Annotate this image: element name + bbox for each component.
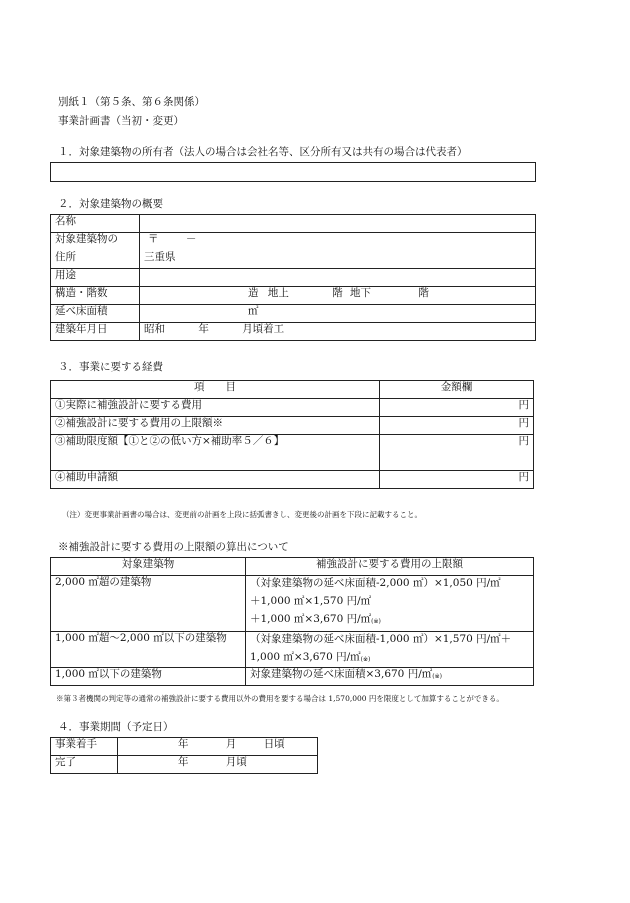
start-year: 年: [178, 738, 189, 750]
expense-label-4: ④補助申請額: [51, 471, 380, 489]
formula-2-line2: 1,000 ㎡×3,670 円/㎡: [250, 651, 361, 663]
start-day: 日頃: [263, 738, 285, 750]
address-label: [51, 233, 140, 269]
address-field[interactable]: [140, 233, 536, 269]
structure-floor2: 階: [418, 287, 429, 299]
structure-above: 地上: [267, 287, 289, 299]
section1-heading: １．対象建築物の所有者（法人の場合は会社名等、区分所有又は共有の場合は代表者）: [58, 146, 468, 158]
limit-footnote: ※第３者機関の判定等の通常の補強設計に要する費用以外の費用を要する場合は 1,570,000 円を限度として加算することができる。: [56, 694, 504, 703]
limit-heading: ※補強設計に要する費用の上限額の算出について: [58, 541, 289, 553]
limit-building-1: 2,000 ㎡超の建築物: [51, 576, 246, 632]
limit-row-2: [51, 632, 534, 668]
expense-label-2: ②補強設計に要する費用の上限額※: [51, 417, 380, 435]
month-unit: 月頃着工: [242, 323, 285, 335]
formula-1-mark: (※): [371, 618, 381, 625]
end-year: 年: [178, 756, 189, 768]
formula-1-line2: ＋1,000 ㎡×1,570 円/㎡: [250, 595, 372, 607]
limit-row-1: [51, 576, 534, 632]
row-floor-area: [51, 305, 536, 323]
floor-area-label: 延べ床面積: [51, 305, 140, 323]
end-label: 完了: [51, 756, 118, 774]
expense-row-4: [51, 471, 534, 489]
limit-building-3: 1,000 ㎡以下の建築物: [51, 668, 246, 686]
limit-row-3: [51, 668, 534, 686]
prefecture: 三重県: [144, 251, 176, 263]
expense-amount-4[interactable]: 円: [380, 471, 534, 489]
built-label: 建築年月日: [51, 323, 140, 341]
floor-area-unit: ㎡: [248, 305, 259, 317]
building-overview-table: [50, 214, 536, 341]
col-building-header: 対象建築物: [51, 558, 246, 576]
expense-amount-2[interactable]: 円: [380, 417, 534, 435]
start-label: 事業着手: [51, 738, 118, 756]
expense-amount-1[interactable]: 円: [380, 399, 534, 417]
limit-formula-3: [246, 668, 534, 686]
expense-label-3: ③補助限度額【①と②の低い方×補助率５／６】: [51, 435, 380, 471]
expense-label-1: ①実際に補強設計に要する費用: [51, 399, 380, 417]
section4-heading: ４．事業期間（予定日）: [58, 721, 174, 733]
form-reference: 別紙１（第５条、第６条関係）: [58, 96, 205, 108]
row-address: [51, 233, 536, 269]
period-end-row: [51, 756, 318, 774]
limit-formula-1: [246, 576, 534, 632]
owner-value: [51, 169, 55, 181]
expense-note: （注）変更事業計画書の場合は、変更前の計画を上段に括弧書きし、変更後の計画を下段に記載すること。: [62, 510, 422, 519]
limit-header-row: [51, 558, 534, 576]
structure-below: 地下: [350, 287, 372, 299]
section3-heading: ３．事業に要する経費: [58, 361, 163, 373]
era: 昭和: [144, 323, 165, 335]
start-date-field[interactable]: [118, 738, 318, 756]
expense-row-3: [51, 435, 534, 471]
floor-area-field[interactable]: [140, 305, 536, 323]
address-label-line1: 対象建築物の: [55, 233, 118, 245]
period-table: [50, 737, 318, 774]
postal-mark: 〒: [148, 233, 159, 245]
structure-zo: 造: [248, 287, 259, 299]
expense-table: [50, 380, 534, 489]
expense-row-2: [51, 417, 534, 435]
end-date-field[interactable]: [118, 756, 318, 774]
name-field[interactable]: [140, 215, 536, 233]
formula-3-line1: 対象建築物の延べ床面積×3,670 円/㎡: [250, 668, 433, 680]
expense-header-row: [51, 381, 534, 399]
formula-3-mark: (※): [432, 673, 442, 680]
col-amount-header: 金額欄: [380, 381, 534, 399]
formula-2-line1: （対象建築物の延べ床面積-1,000 ㎡）×1,570 円/㎡＋: [250, 633, 512, 645]
limit-building-2: 1,000 ㎡超～2,000 ㎡以下の建築物: [51, 632, 246, 668]
address-label-line2: 住所: [55, 251, 76, 263]
start-month: 月: [225, 738, 237, 750]
section2-heading: ２．対象建築物の概要: [58, 198, 163, 210]
postal-dash: －: [185, 233, 197, 245]
row-built-date: [51, 323, 536, 341]
use-field[interactable]: [140, 269, 536, 287]
row-use: [51, 269, 536, 287]
year-unit: 年: [198, 323, 209, 335]
formula-1-line1: （対象建築物の延べ床面積-2,000 ㎡）×1,050 円/㎡: [250, 577, 501, 589]
formula-2-mark: (※): [360, 656, 371, 663]
owner-field[interactable]: [50, 162, 536, 182]
structure-floor1: 階: [332, 287, 343, 299]
structure-field[interactable]: [140, 287, 536, 305]
document-title: 事業計画書（当初・変更）: [58, 115, 184, 127]
limit-table: [50, 557, 534, 686]
col-limit-header: 補強設計に要する費用の上限額: [246, 558, 534, 576]
formula-1-line3: ＋1,000 ㎡×3,670 円/㎡: [250, 613, 372, 625]
use-label: 用途: [51, 269, 140, 287]
row-name: [51, 215, 536, 233]
end-month: 月頃: [225, 756, 247, 768]
expense-amount-3[interactable]: 円: [380, 435, 534, 471]
col-item-header: 項 目: [51, 381, 380, 399]
expense-row-1: [51, 399, 534, 417]
name-label: 名称: [51, 215, 140, 233]
built-field[interactable]: [140, 323, 536, 341]
limit-formula-2: [246, 632, 534, 668]
row-structure: [51, 287, 536, 305]
period-start-row: [51, 738, 318, 756]
structure-label: 構造・階数: [51, 287, 140, 305]
